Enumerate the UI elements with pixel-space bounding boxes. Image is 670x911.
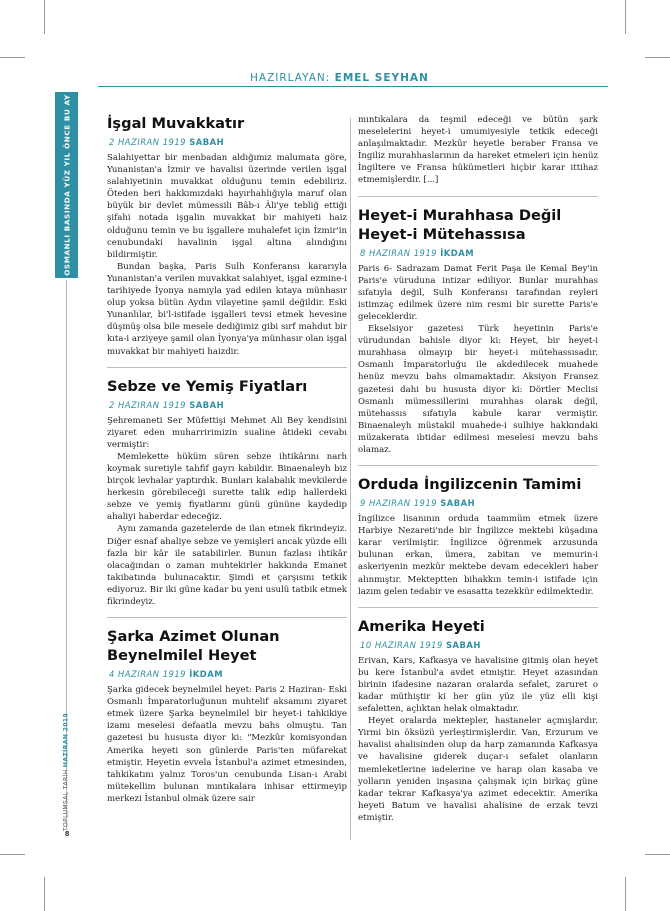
article-dateline (360, 640, 598, 650)
footer-magazine-info (63, 713, 70, 831)
article-source: SABAH (189, 399, 225, 410)
crop-mark (0, 57, 25, 58)
article-separator (358, 196, 598, 197)
article-title: İşgal Muvakkatır (107, 115, 245, 132)
article-orduda (358, 475, 598, 598)
article-source: SABAH (440, 498, 476, 509)
article-dateline (360, 498, 598, 508)
article-paragraph: Salahiyettar bir menbadan aldığımız malumata göre, Yunanistan'a İzmir ve havalisi üzerinde verilen işgal salahiyetinin muvakkat olduğunu temin edebiliriz. Öteden beri hakkımızdaki hayırhahlığıyla maruf olan büyük bir devlet mümessili Bâb-ı Âli'ye tebliğ ettiği şifahi notada işgalin muvakkat bir mahiyeti haiz olduğunu temin ve bu işgallere muhalefet için İzmir'in cenubundaki havalinin işgal altına alındığını bildirmiştir. (107, 153, 347, 260)
article-date: 10 HAZIRAN 1919 (360, 639, 443, 650)
article-dateline (109, 400, 347, 410)
crop-mark (44, 877, 45, 911)
article-date: 8 HAZIRAN 1919 (360, 247, 438, 258)
left-column (107, 114, 347, 805)
article-date: 2 HAZIRAN 1919 (109, 399, 187, 410)
article-paragraph: İngilizce lisanının orduda taammüm etmek üzere Harbiye Nezareti'nde bir İngilizce mektebi küşadına karar verilmiştir. İngilizce öğrenmek arzusunda bulunan erkan, ümera, zabitan ve memurin-i askeriyenin mezkûr mektebe devam edecekleri haber alınmıştır. Mekteptten bihakkın temin-i istifade için lazım gelen tedabir ve esasatta tezekkür edilmektedir. (358, 514, 598, 597)
article-sarka (107, 627, 347, 805)
article-paragraph: Paris 6- Sadrazam Damat Ferit Paşa ile Kemal Bey'in Paris'e vüruduna intizar ediliyor. Bunlar murahhas sıfatıyla değil, Sulh Konferansı tarafından reyleri istimzaç edilmek üzere nim resmi bir surette Paris'e geleceklerdir. (358, 263, 598, 322)
article-date: 4 HAZIRAN 1919 (109, 669, 187, 680)
crop-mark (0, 854, 25, 855)
article-paragraph: Ekselsiyor gazetesi Türk heyetinin Paris'e vürudundan bahisle diyor ki: Heyet, bir heyet-i murahhasa olmayıp bir heyet-i mütehassısadır. Osmanlı İmparatorluğu ile akdedilecek muahede henüz mevzu bahs olmamaktadır. Aksiyon Fransez gazetesi dahi bu hususta diyor ki: Dörtler Meclisi Osmanlı mümessillerini murahhas olarak değil, mütehassıs sıfatıyla kabule karar vermiştir. Binaenaleyh müstakil muahede-i sulhiye hakkındaki müzakerata ibtidar edilmesi meselesi mevzu bahs olamaz. (358, 324, 598, 455)
column-divider (350, 118, 351, 840)
article-title: Sebze ve Yemiş Fiyatları (107, 377, 308, 395)
crop-mark (44, 0, 45, 34)
header-rule (98, 86, 608, 87)
article-continuation (358, 114, 598, 187)
section-sidebar (55, 92, 78, 278)
issue-date: HAZİRAN 2019 (62, 712, 70, 768)
prepared-by-label: HAZIRLAYAN: (250, 72, 331, 84)
article-date: 9 HAZIRAN 1919 (360, 498, 438, 509)
article-paragraph: Erivan, Kars, Kafkasya ve havalisine gitmiş olan heyet bu kere İstanbul'a avdet etmiştir. Heyet azasından birinin ifadesine nazaran oralarda sefalet, zaruret o kadar müthiştir ki her gün yüz ile yüz elli kişi sefaletten, açlıktan helak olmaktadır. (358, 655, 598, 715)
article-isgal (107, 114, 347, 358)
article-heyet (358, 206, 598, 457)
article-date: 2 HAZIRAN 1919 (109, 137, 187, 147)
article-title: Heyet-i Murahhasa Değil Heyet-i Mütehassısa (358, 206, 562, 243)
section-title: OSMANLI BASINDA YÜZ YIL ÖNCE BU AY (62, 94, 71, 276)
article-separator (107, 617, 347, 618)
article-dateline (109, 669, 347, 679)
article-title: Şarka Azimet Olunan Beynelmilel Heyet (107, 628, 280, 665)
article-separator (358, 607, 598, 608)
author-name: EMEL SEYHAN (334, 72, 429, 84)
crop-mark (645, 57, 670, 58)
article-dateline (360, 248, 598, 258)
article-title: Amerika Heyeti (358, 617, 485, 635)
article-source: İKDAM (440, 247, 475, 258)
article-source: SABAH (446, 639, 481, 650)
crop-mark (625, 0, 626, 34)
continued-paragraph: mıntıkalara da teşmil edeceği ve bütün şark meselelerini heyet-i umumiyesiyle tetkik edeceği anlaşılmaktadır. Mezkûr heyetle beraber Fransa ve İngiliz murahhaslarının da hareket etmeleri için henüz İngiltere ve Fransa hükümetleri hiçbir karar ittihaz etmemişlerdir. [...] (358, 115, 598, 186)
article-title: Orduda İngilizcenin Tamimi (358, 476, 582, 494)
article-source: SABAH (189, 137, 225, 147)
article-paragraph: Heyet oralarda mektepler, hastaneler açmışlardır. Yirmi bin öksüzü yerleştirmişlerdir. Van, Erzurum ve havalisi ahalisinden olup da harp zamanında Kafkasya ve havalisine giderek duçar-ı sefalet olanların memleketlerine iadelerine ve harap olan kasaba ve yolların yeniden inşasına çalışmak için birkaç güne kadar tekrar Kafkasya'ya azimet edecektir. Amerika heyeti Batum ve havalisi ahalisine de erzak tevzi etmiştir. (358, 716, 598, 823)
article-paragraph: Şehremaneti Ser Müfettişi Mehmet Ali Bey kendisini ziyaret eden muharririmizin sualine âtideki cevabı vermiştir: (107, 415, 347, 450)
header-credit (250, 72, 428, 84)
crop-mark (625, 877, 626, 911)
article-sebze (107, 377, 347, 609)
article-paragraph: Aynı zamanda gazetelerde de ilan etmek fikrindeyiz. Diğer esnaf ahaliye sebze ve yemişleri ancak yüzde elli fazla bir kâr ile satabilirler. Bunun fazlası ihtikâr olacağından o zaman muhtekirler hakkında Emanet takibatında bulunacaktır. Şimdi et çarşısını tetkik ediyoruz. Bir iki güne kadar bu yeni usulü tatbik etmek fikrindeyiz. (107, 524, 347, 607)
article-separator (358, 465, 598, 466)
article-amerika (358, 617, 598, 824)
article-paragraph: Şarka gidecek beynelmilel heyet: Paris 2 Haziran- Eski Osmanlı İmparatorluğunun muhtelif aksamını ziyaret etmek üzere Şarka beynelmilel bir heyet-i tahkikiye izamı meselesi defaatla mevzu bahs olmuştu. Tan gazetesi bu hususta diyor ki: "Mezkûr komisyondan Amerika heyeti son günlerde Paris'ten müfarekat etmiştir. Heyetin evvela İstanbul'a azimet etmesinden, tahkikatını yalnız Toros'un cenubunda Lisan-ı Arabi mütekellim bulunan mıntıkalara inhisar ettirmeyip merkezi İstanbul olmak üzere sair (107, 685, 347, 804)
article-paragraph: Memlekette hüküm süren sebze ihtikârını narh koymak suretiyle tahfif gayrı kabildir. Binaenaleyh biz birçok levhalar yaptırdık. Bunları kalabalık mevkilerde herkesin görebileceği surette talik edip hallerdeki sebze ve yemiş fiyatlarını günü gününe kaydedip ahaliyi haberdar edeceğiz. (107, 451, 347, 523)
crop-mark (645, 854, 670, 855)
magazine-name: TOPLUMSAL TARİH (62, 769, 70, 832)
article-paragraph: Bundan başka, Paris Sulh Konferansı kararıyla Yunanistan'a verilen muvakkat salahiyet, işgal ezmine-i tarihiyede İyonya namıyla yad edilen kıtaya münhasır olup yoksa bütün Aydın vilayetine şamil değildir. Eski Yunanlılar, bi'l-istifade işgalleri tevsi etmek hevesine düşmüş olsa bile mesele dediğimiz gibi sırf mahdut bir kıta-i arziyeye şamil olan İyonya'ya münhasır olan işgal muvakkat bir mahiyeti haizdir. (107, 261, 347, 357)
article-dateline (109, 137, 347, 147)
right-column (358, 114, 598, 824)
page-number: 8 (64, 830, 70, 838)
article-source: İKDAM (189, 669, 224, 680)
article-separator (107, 367, 347, 368)
